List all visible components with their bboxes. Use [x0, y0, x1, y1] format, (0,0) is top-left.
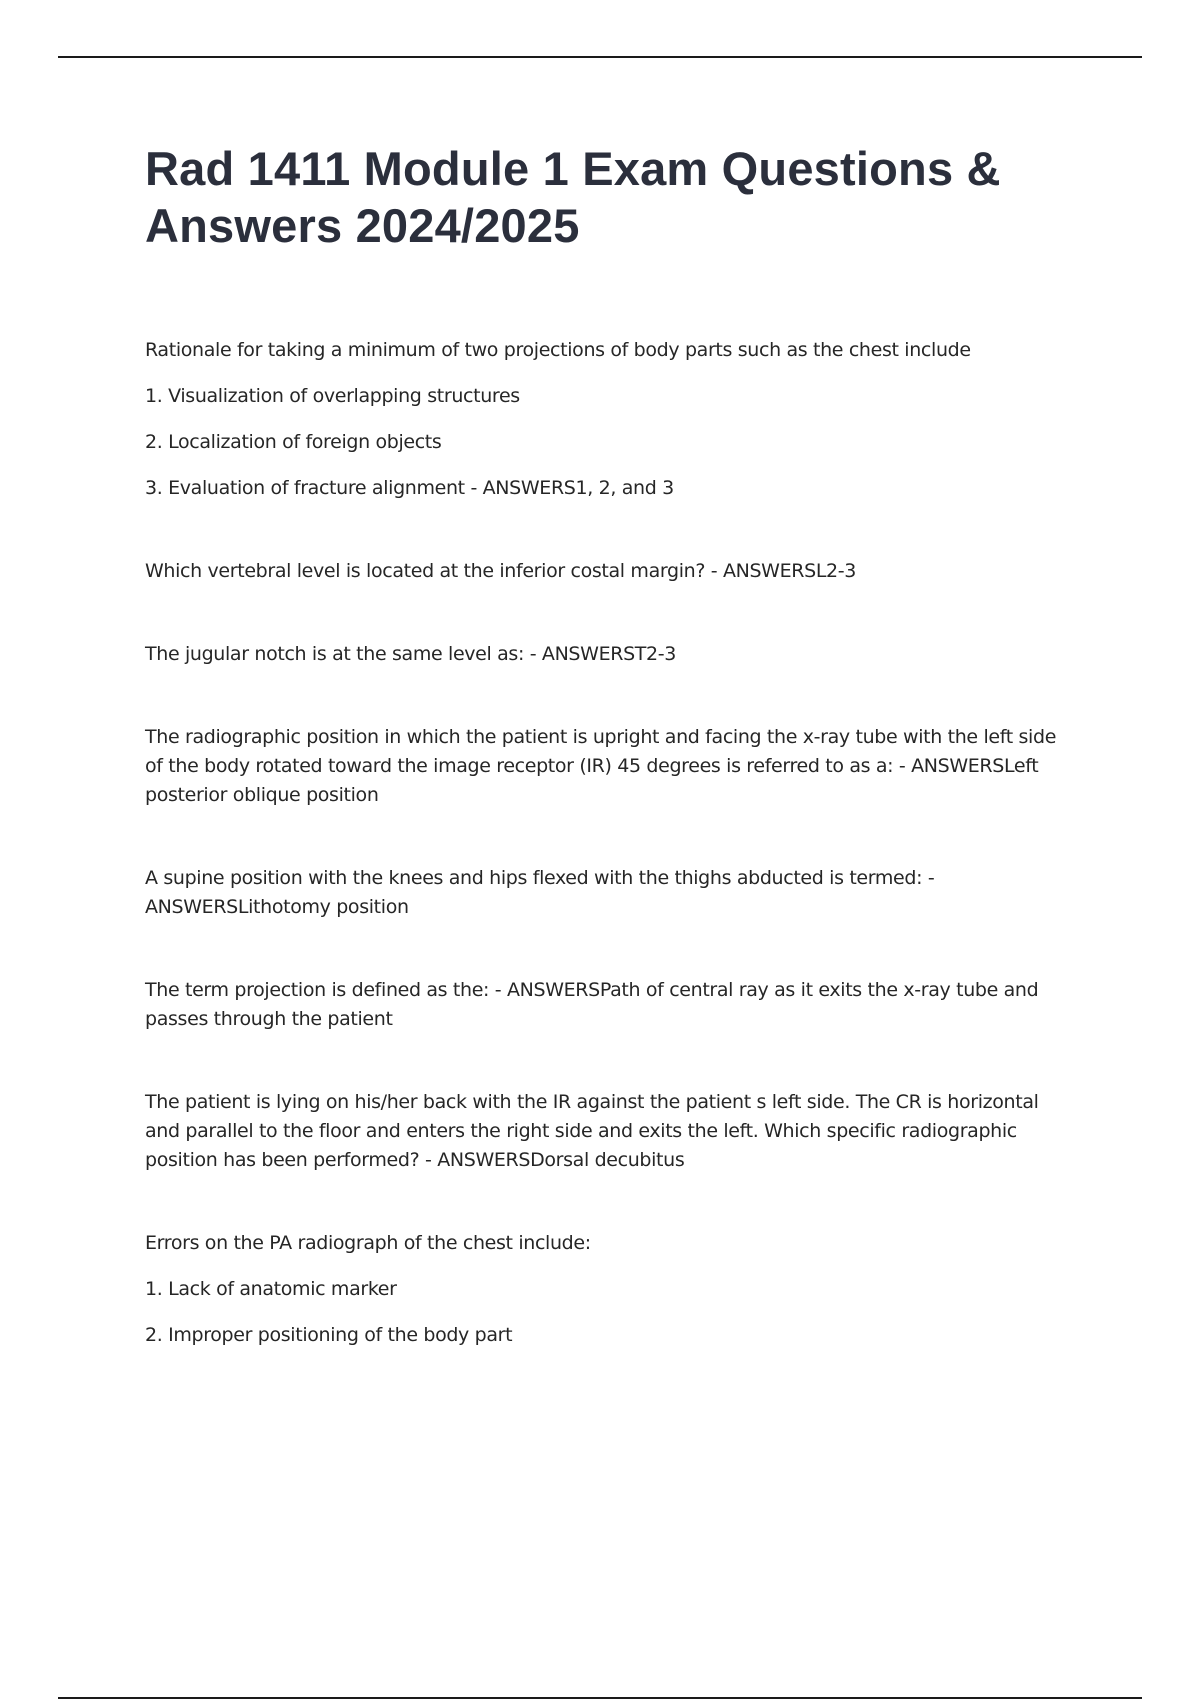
qa-line: The radiographic position in which the patient is upright and facing the x-ray tube with the left side of the body rotated toward the image receptor (IR) 45 degrees is referred to as a: - ANSWERSLeft posterior oblique position: [145, 726, 1057, 806]
qa-line: Rationale for taking a minimum of two projections of body parts such as the chest include: [145, 339, 971, 361]
qa-line: Which vertebral level is located at the inferior costal margin? - ANSWERSL2-3: [145, 560, 857, 582]
qa-line: The jugular notch is at the same level as: - ANSWERST2-3: [145, 643, 677, 665]
qa-line: 3. Evaluation of fracture alignment - ANSWERS1, 2, and 3: [145, 477, 674, 499]
document-content: [145, 140, 1075, 1404]
qa-item: [145, 1229, 1075, 1350]
qa-item: [145, 723, 1075, 810]
qa-item: [145, 864, 1075, 922]
qa-item: [145, 1088, 1075, 1175]
qa-item: [145, 557, 1075, 586]
bottom-divider: [58, 1697, 1142, 1699]
qa-line: 1. Visualization of overlapping structures: [145, 385, 520, 407]
qa-line: The term projection is defined as the: - ANSWERSPath of central ray as it exits the x-ray tube and passes through the patient: [145, 979, 1039, 1030]
qa-line: The patient is lying on his/her back with the IR against the patient s left side. The CR is horizontal and parallel to the floor and enters the right side and exits the left. Which specific radiographic position has been performed? - ANSWERSDorsal decubitus: [145, 1091, 1039, 1171]
qa-list: [145, 336, 1075, 1350]
qa-item: [145, 336, 1075, 503]
qa-line: 2. Localization of foreign objects: [145, 431, 442, 453]
qa-line: 1. Lack of anatomic marker: [145, 1278, 397, 1300]
qa-line: 2. Improper positioning of the body part: [145, 1324, 513, 1346]
qa-line: Errors on the PA radiograph of the chest include:: [145, 1232, 591, 1254]
qa-item: [145, 640, 1075, 669]
qa-item: [145, 976, 1075, 1034]
qa-line: A supine position with the knees and hips flexed with the thighs abducted is termed: - ANSWERSLithotomy position: [145, 867, 935, 918]
top-divider: [58, 56, 1142, 58]
document-title: Rad 1411 Module 1 Exam Questions & Answers 2024/2025: [145, 142, 1001, 252]
